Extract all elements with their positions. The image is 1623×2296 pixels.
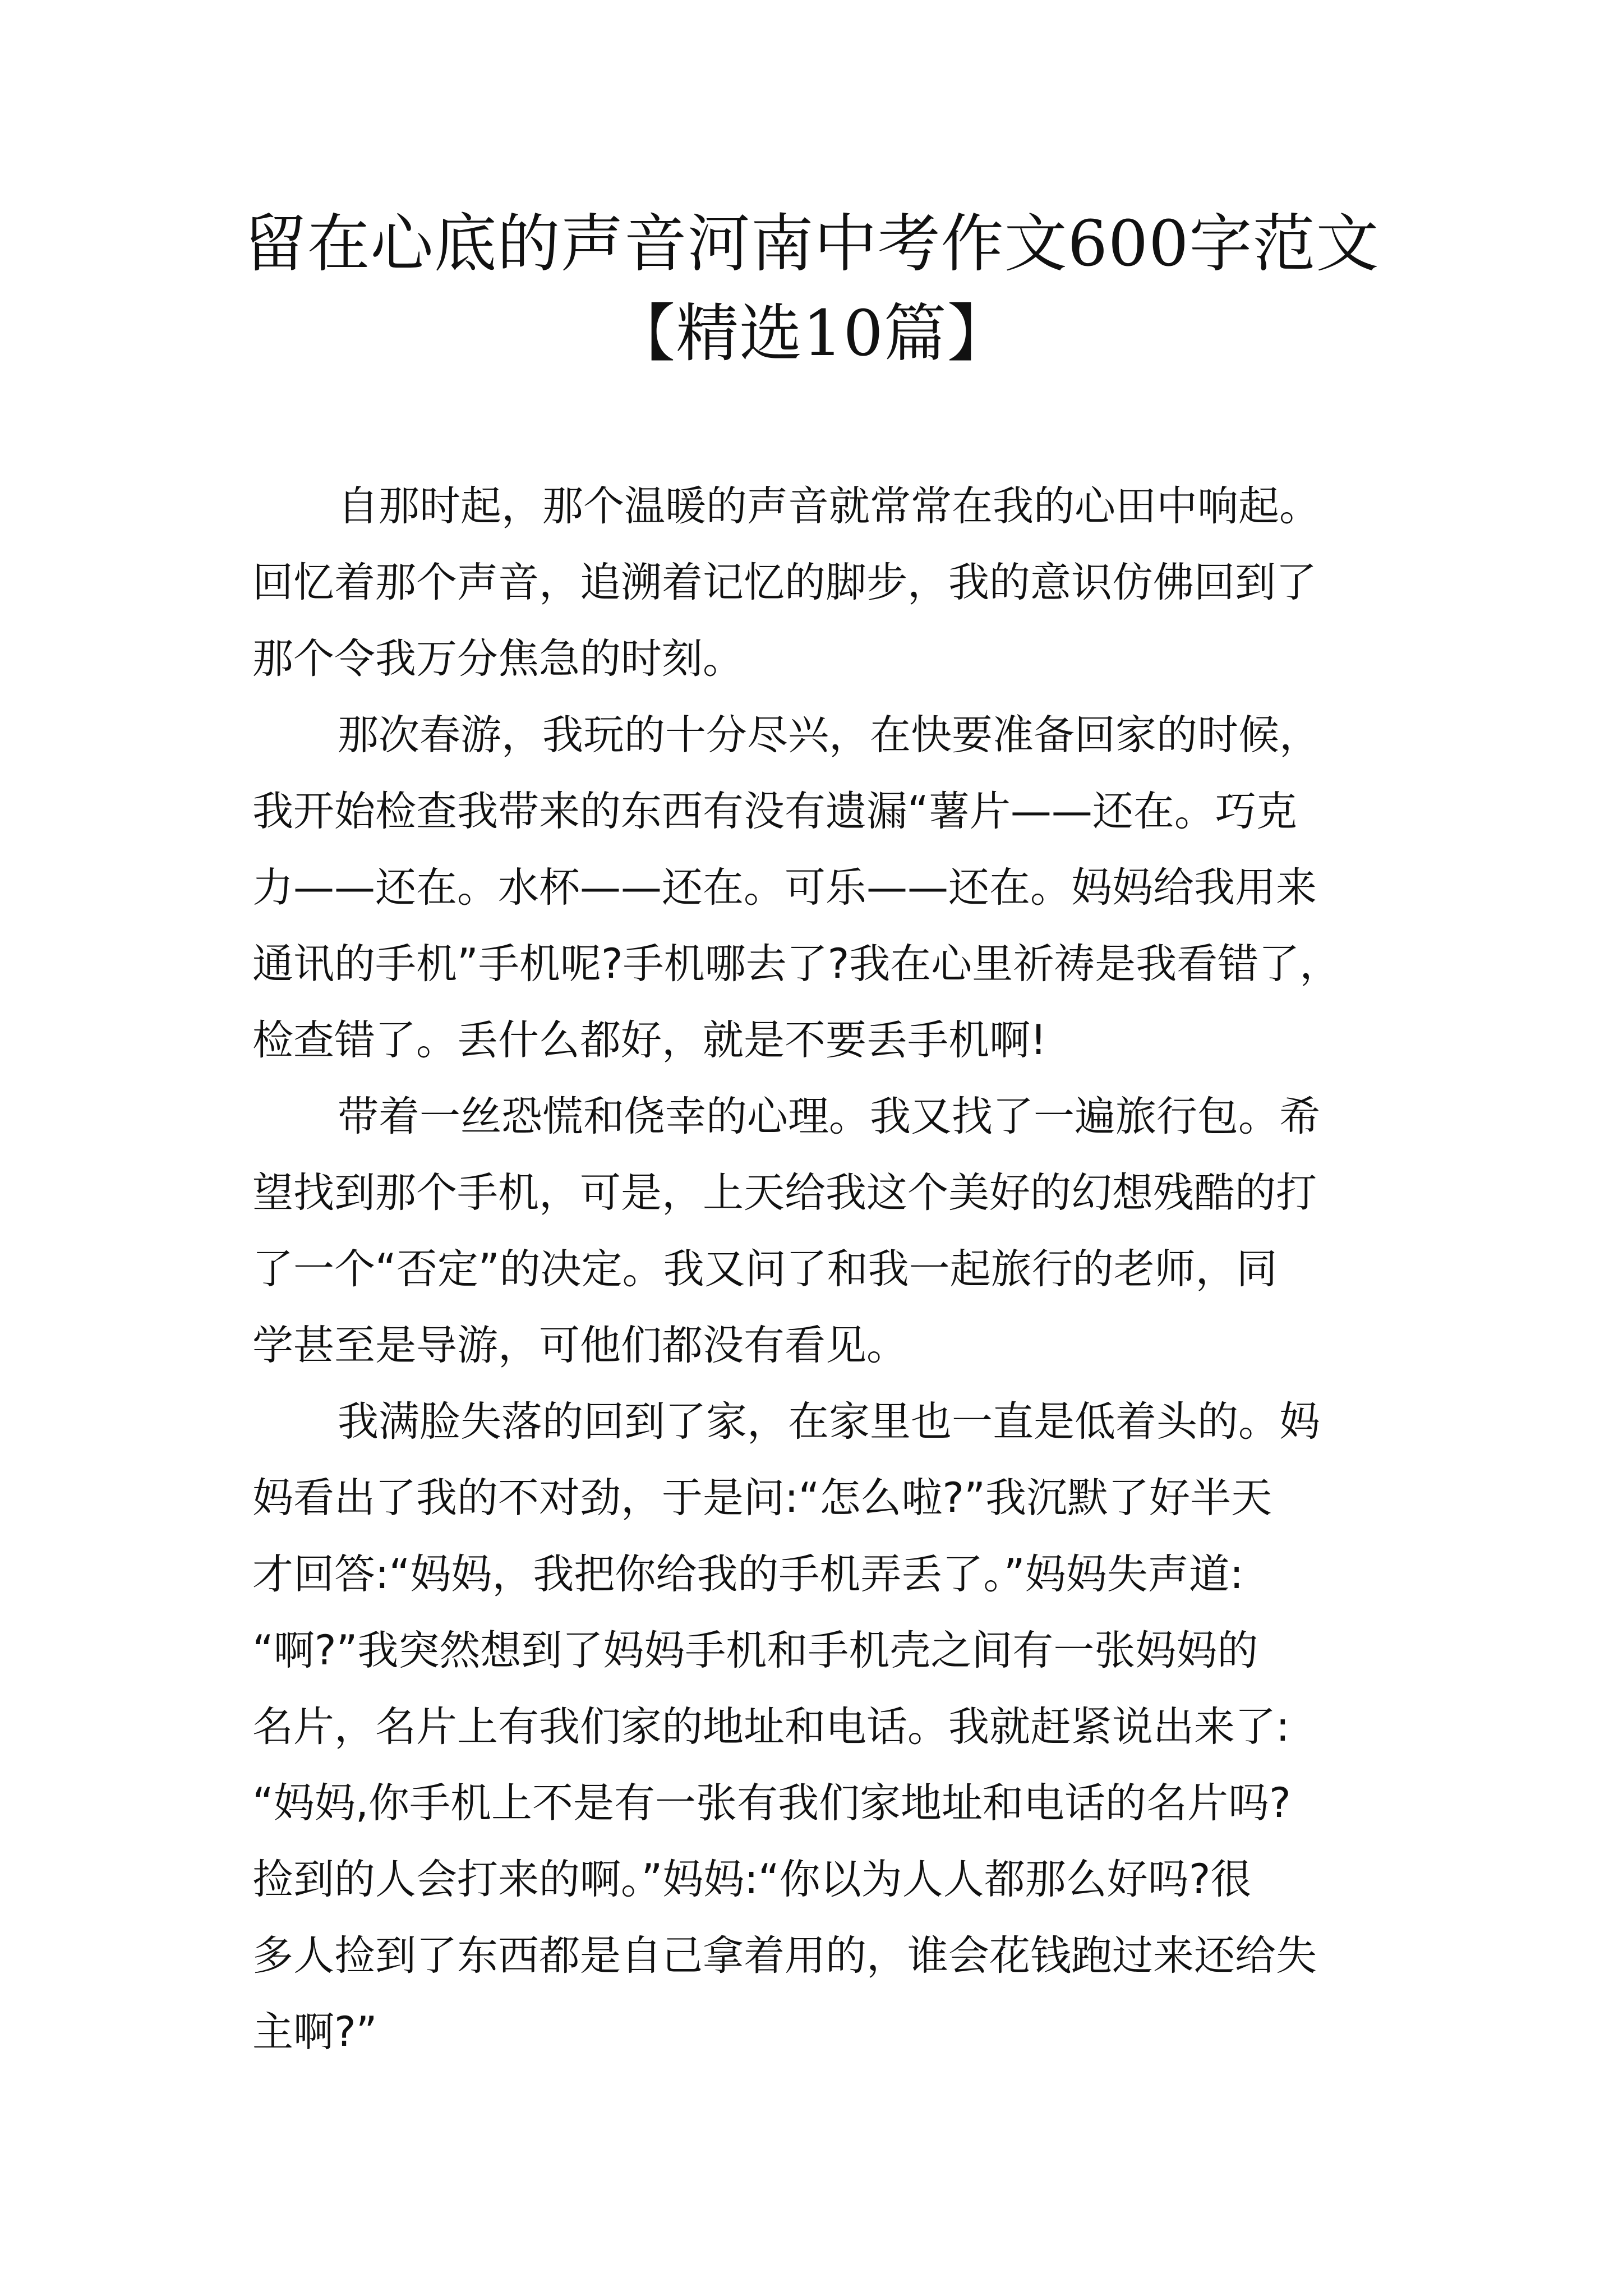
document-body [252,468,1378,2070]
text-line: 望找到那个手机，可是，上天给我这个美好的幻想残酷的打 [252,1169,1317,1217]
text-line: 力——还在。水杯——还在。可乐——还在。妈妈给我用来 [252,864,1317,912]
text-line: 带着一丝恐慌和侥幸的心理。我又找了一遍旅行包。希 [338,1093,1320,1140]
paragraph-4 [252,1384,1378,2070]
text-line: 妈看出了我的不对劲，于是问:“怎么啦?”我沉默了好半天 [252,1474,1272,1522]
text-line: 我满脸失落的回到了家，在家里也一直是低着头的。妈 [338,1398,1320,1446]
text-line: 那次春游，我玩的十分尽兴，在快要准备回家的时候， [338,711,1320,759]
paragraph-3 [252,1079,1378,1384]
text-line: “妈妈,你手机上不是有一张有我们家地址和电话的名片吗? [252,1779,1291,1827]
text-line: 自那时起，那个温暖的声音就常常在我的心田中响起。 [338,482,1320,530]
text-line: 名片，名片上有我们家的地址和电话。我就赶紧说出来了: [252,1703,1290,1751]
text-line: 主啊?” [252,2008,377,2056]
text-line: 那个令我万分焦急的时刻。 [252,635,744,683]
text-line: 我开始检查我带来的东西有没有遗漏“薯片——还在。巧克 [252,788,1297,835]
text-line: 检查错了。丢什么都好，就是不要丢手机啊! [252,1016,1047,1064]
document-title [168,199,1455,379]
text-line: 才回答:“妈妈，我把你给我的手机弄丢了。”妈妈失声道: [252,1550,1244,1598]
paragraph-2 [252,697,1378,1079]
text-line: 多人捡到了东西都是自己拿着用的，谁会花钱跑过来还给失 [252,1932,1317,1980]
text-line: 学甚至是导游，可他们都没有看见。 [252,1322,907,1369]
text-line: 回忆着那个声音，追溯着记忆的脚步，我的意识仿佛回到了 [252,559,1317,606]
text-line: 捡到的人会打来的啊。”妈妈:“你以为人人都那么好吗?很 [252,1856,1252,1903]
title-line-1: 留在心底的声音河南中考作文600字范文 [243,208,1380,280]
paragraph-1 [252,468,1378,697]
title-line-2: 【精选10篇】 [612,297,1011,370]
text-line: 通讯的手机”手机呢?手机哪去了?我在心里祈祷是我看错了， [252,940,1341,988]
text-line: “啊?”我突然想到了妈妈手机和手机壳之间有一张妈妈的 [252,1627,1258,1674]
text-line: 了一个“否定”的决定。我又问了和我一起旅行的老师，同 [252,1245,1278,1293]
